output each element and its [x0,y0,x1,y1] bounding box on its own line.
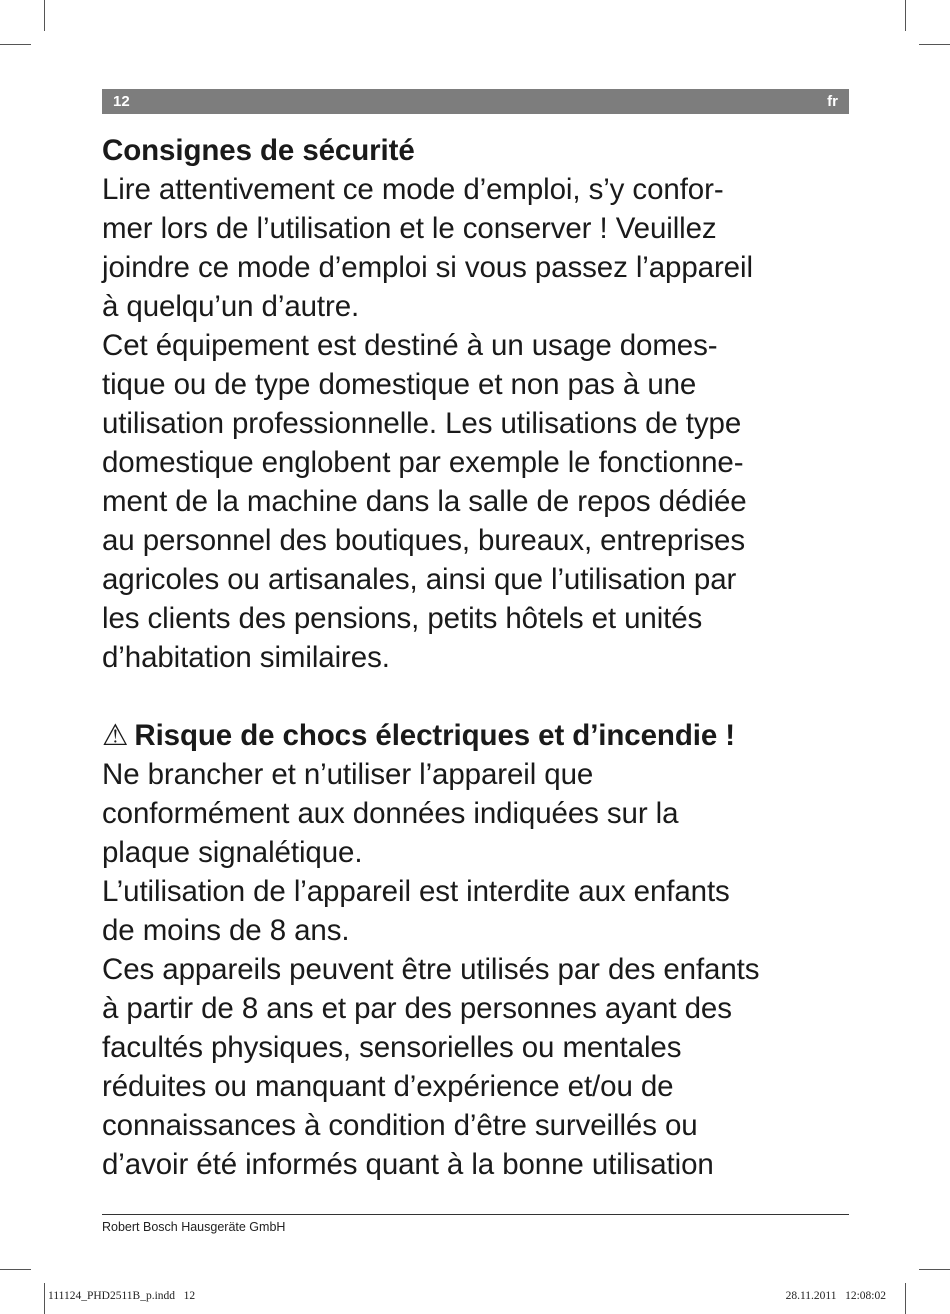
text-line: d’avoir été informés quant à la bonne utilisation [102,1148,714,1181]
text-line: plaque signalétique. [102,836,363,869]
footer-company: Robert Bosch Hausgeräte GmbH [102,1220,286,1234]
text-line: d’habitation similaires. [102,641,390,674]
text-line: les clients des pensions, petits hôtels et unités [102,602,703,635]
page-header-bar [102,89,849,114]
text-line: L’utilisation de l’appareil est interdite aux enfants [102,875,730,908]
text-line: ment de la machine dans la salle de repos dédiée [102,485,747,518]
safety-paragraph-2 [102,326,852,677]
text-line: Cet équipement est destiné à un usage domes- [102,329,718,362]
text-line: tique ou de type domestique et non pas à une [102,368,697,401]
text-line: à quelqu’un d’autre. [102,290,360,323]
text-line: facultés physiques, sensorielles ou mentales [102,1031,682,1064]
crop-mark-bottom-right-h [919,1269,950,1270]
language-code: fr [827,93,838,110]
warning-triangle-icon: ⚠ [102,719,129,752]
text-line: de moins de 8 ans. [102,914,350,947]
warning-paragraph-3 [102,950,852,1184]
text-line: Ne brancher et n’utiliser l’appareil que [102,758,594,791]
section-spacer [102,677,852,716]
text-line: au personnel des boutiques, bureaux, entreprises [102,524,745,557]
page-content [102,131,852,1184]
text-line: joindre ce mode d’emploi si vous passez l’appareil [102,251,753,284]
crop-mark-top-left-h [0,44,31,45]
text-line: connaissances à condition d’être surveillés ou [102,1109,698,1142]
text-line: Lire attentivement ce mode d’emploi, s’y confor- [102,173,724,206]
text-line: utilisation professionnelle. Les utilisations de type [102,407,742,440]
page-number: 12 [113,93,130,110]
warning-heading [102,716,852,755]
print-slug-file: 111124_PHD2511B_p.indd 12 [48,1290,196,1302]
crop-mark-bottom-left [44,1283,45,1314]
crop-mark-top-right [905,0,906,31]
safety-heading: Consignes de sécurité [102,134,415,167]
crop-mark-top-left [44,0,45,31]
text-line: domestique englobent par exemple le fonctionne- [102,446,744,479]
print-slug-timestamp: 28.11.2011 12:08:02 [785,1290,886,1302]
text-line: Ces appareils peuvent être utilisés par des enfants [102,953,760,986]
crop-mark-bottom-right [905,1283,906,1314]
warning-paragraph-2 [102,872,852,950]
text-line: mer lors de l’utilisation et le conserver ! Veuillez [102,212,717,245]
warning-title: Risque de chocs électriques et d’incendie ! [134,719,735,752]
text-line: à partir de 8 ans et par des personnes ayant des [102,992,732,1025]
safety-paragraph-1 [102,170,852,326]
text-line: réduites ou manquant d’expérience et/ou de [102,1070,674,1103]
text-line: agricoles ou artisanales, ainsi que l’utilisation par [102,563,737,596]
text-line: conformément aux données indiquées sur la [102,797,679,830]
crop-mark-bottom-left-h [0,1269,31,1270]
crop-mark-top-right-h [919,44,950,45]
warning-paragraph-1 [102,755,852,872]
footer-divider [102,1214,849,1215]
